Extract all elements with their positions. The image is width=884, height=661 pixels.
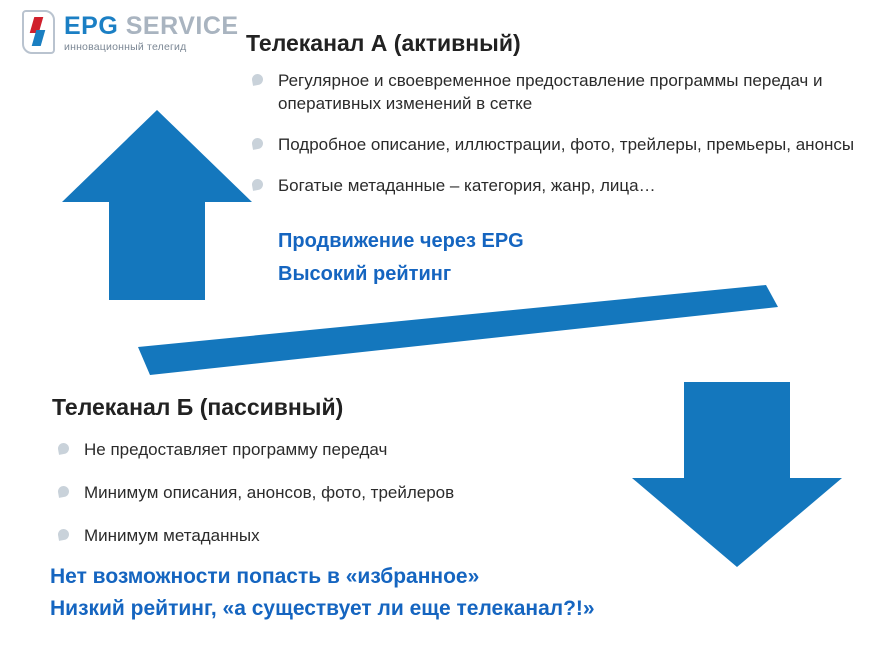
arrow-up-icon: [62, 110, 252, 300]
bullet-dot-icon: [251, 73, 264, 86]
logo-title: [64, 12, 239, 40]
channel-a-promo-line-2: Высокий рейтинг: [278, 263, 452, 285]
bullet-dot-icon: [57, 528, 70, 541]
list-item: [52, 524, 612, 547]
bullet-dot-icon: [251, 178, 264, 191]
list-item: [246, 69, 856, 115]
logo: [18, 8, 239, 64]
logo-title-service: SERVICE: [125, 12, 239, 40]
channel-b-warning-line-1: Нет возможности попасть в «избранное»: [50, 565, 480, 588]
tilted-bar-shape: [138, 285, 778, 375]
bullet-dot-icon: [57, 442, 70, 455]
bullet-dot-icon: [57, 485, 70, 498]
logo-title-epg: EPG: [64, 12, 119, 40]
list-item: [52, 481, 612, 504]
list-item-text: Минимум описания, анонсов, фото, трейлеров: [84, 483, 455, 502]
list-item-text: Минимум метаданных: [84, 526, 260, 545]
logo-text: [64, 12, 239, 53]
list-item-text: Богатые метаданные – категория, жанр, лица…: [278, 176, 656, 195]
channel-b-bullet-list: [52, 438, 612, 567]
list-item-text: Подробное описание, иллюстрации, фото, трейлеры, премьеры, анонсы: [278, 135, 855, 154]
list-item: [246, 133, 856, 156]
channel-b-warning-line-2: Низкий рейтинг, «а существует ли еще телеканал?!»: [50, 597, 595, 620]
list-item-text: Не предоставляет программу передач: [84, 440, 388, 459]
list-item-text: Регулярное и своевременное предоставление программы передач и оперативных изменений в сетке: [278, 71, 823, 113]
list-item: [52, 438, 612, 461]
channel-a-heading: Телеканал А (активный): [246, 30, 521, 56]
channel-a-promo-line-1: Продвижение через EPG: [278, 230, 524, 252]
lightning-bolt-card-icon: [18, 10, 60, 54]
channel-b-heading: Телеканал Б (пассивный): [52, 394, 344, 420]
arrow-down-icon: [632, 382, 842, 567]
logo-tagline: инновационный телегид: [64, 41, 187, 53]
bullet-dot-icon: [251, 137, 264, 150]
list-item: [246, 174, 856, 197]
channel-a-bullet-list: [246, 69, 856, 215]
